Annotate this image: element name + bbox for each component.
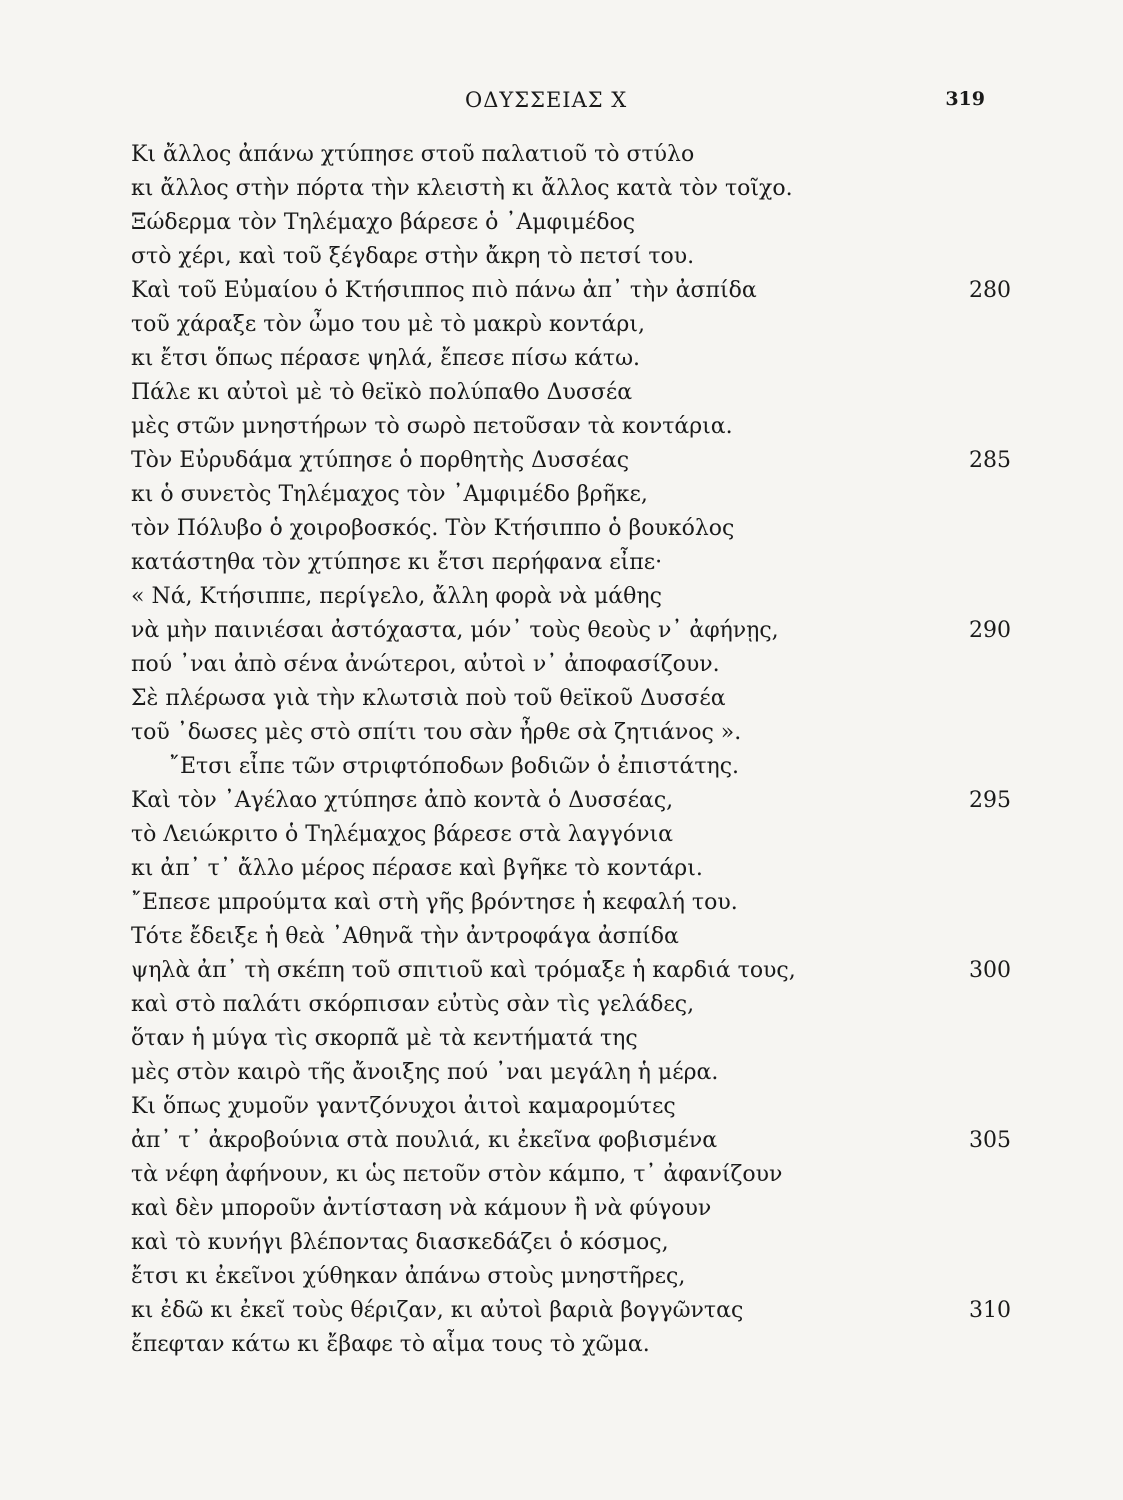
page-title: ΟΔΥΣΣΕΙΑΣ Χ <box>465 88 628 112</box>
verse-text: νὰ μὴν παινιέσαι ἀστόχαστα, μόν᾿ τοὺς θεοὺς ν᾿ ἀφήνῃς, <box>131 618 779 643</box>
verse-line <box>131 1158 1011 1192</box>
verse-line <box>131 512 1011 546</box>
verse-line <box>131 444 1011 478</box>
verse-text: μὲς στὸν καιρὸ τῆς ἄνοιξης πού ᾿ναι μεγάλη ἡ μέρα. <box>131 1060 719 1085</box>
line-number: 310 <box>969 1298 1011 1323</box>
verse-line <box>131 614 1011 648</box>
poem-text <box>131 138 1011 1362</box>
verse-line <box>131 172 1011 206</box>
verse-line <box>131 988 1011 1022</box>
verse-text: τὸν Πόλυβο ὁ χοιροβοσκός. Τὸν Κτήσιππο ὁ βουκόλος <box>131 516 735 541</box>
verse-line <box>131 750 1011 784</box>
verse-line <box>131 138 1011 172</box>
verse-text: ὅταν ἡ μύγα τὶς σκορπᾶ μὲ τὰ κεντήματά της <box>131 1026 638 1051</box>
running-head <box>0 88 1123 118</box>
verse-line <box>131 342 1011 376</box>
verse-line <box>131 1294 1011 1328</box>
verse-line <box>131 852 1011 886</box>
verse-text: Κι ὅπως χυμοῦν γαντζόνυχοι ἀιτοὶ καμαρομύτες <box>131 1094 676 1119</box>
verse-text: Κι ἄλλος ἀπάνω χτύπησε στοῦ παλατιοῦ τὸ στύλο <box>131 142 695 167</box>
verse-text: τοῦ χάραξε τὸν ὦμο του μὲ τὸ μακρὺ κοντάρι, <box>131 312 645 337</box>
line-number: 295 <box>969 788 1011 813</box>
line-number: 280 <box>969 278 1011 303</box>
verse-text: ῎Επεσε μπρούμτα καὶ στὴ γῆς βρόντησε ἡ κεφαλή του. <box>131 890 738 915</box>
line-number: 290 <box>969 618 1011 643</box>
line-number: 305 <box>969 1128 1011 1153</box>
verse-text: Καὶ τοῦ Εὐμαίου ὁ Κτήσιππος πιὸ πάνω ἀπ᾿ τὴν ἀσπίδα <box>131 278 757 303</box>
verse-text: καὶ δὲν μποροῦν ἀντίσταση νὰ κάμουν ἢ νὰ φύγουν <box>131 1196 712 1221</box>
verse-text: τὸ Λειώκριτο ὁ Τηλέμαχος βάρεσε στὰ λαγγόνια <box>131 822 674 847</box>
verse-line <box>131 648 1011 682</box>
verse-line <box>131 716 1011 750</box>
verse-line <box>131 682 1011 716</box>
verse-line <box>131 920 1011 954</box>
verse-text: Τότε ἔδειξε ἡ θεὰ ᾿Αθηνᾶ τὴν ἀντροφάγα ἀσπίδα <box>131 924 679 949</box>
verse-text: Πάλε κι αὐτοὶ μὲ τὸ θεϊκὸ πολύπαθο Δυσσέα <box>131 380 633 405</box>
verse-line <box>131 206 1011 240</box>
verse-text: « Νά, Κτήσιππε, περίγελο, ἄλλη φορὰ νὰ μάθης <box>131 584 662 609</box>
verse-text: Καὶ τὸν ᾿Αγέλαο χτύπησε ἀπὸ κοντὰ ὁ Δυσσέας, <box>131 788 674 813</box>
verse-text: κι ὁ συνετὸς Τηλέμαχος τὸν ᾿Αμφιμέδο βρῆκε, <box>131 482 648 507</box>
verse-line <box>131 1328 1011 1362</box>
verse-line <box>131 1192 1011 1226</box>
verse-text: πού ᾿ναι ἀπὸ σένα ἀνώτεροι, αὐτοὶ ν᾿ ἀποφασίζουν. <box>131 652 720 677</box>
verse-line <box>131 580 1011 614</box>
verse-line <box>131 886 1011 920</box>
verse-text: ῎Ετσι εἶπε τῶν στριφτόποδων βοδιῶν ὁ ἐπιστάτης. <box>169 754 740 779</box>
verse-text: κι ἄλλος στὴν πόρτα τὴν κλειστὴ κι ἄλλος κατὰ τὸν τοῖχο. <box>131 176 793 201</box>
verse-text: κι ἔτσι ὅπως πέρασε ψηλά, ἔπεσε πίσω κάτω. <box>131 346 641 371</box>
verse-text: κι ἀπ᾿ τ᾿ ἄλλο μέρος πέρασε καὶ βγῆκε τὸ κοντάρι. <box>131 856 703 881</box>
verse-line <box>131 410 1011 444</box>
verse-line <box>131 1124 1011 1158</box>
verse-text: κατάστηθα τὸν χτύπησε κι ἔτσι περήφανα εἶπε· <box>131 550 663 575</box>
verse-line <box>131 1226 1011 1260</box>
verse-text: ψηλὰ ἀπ᾿ τὴ σκέπη τοῦ σπιτιοῦ καὶ τρόμαξε ἡ καρδιά τους, <box>131 958 796 983</box>
verse-line <box>131 1260 1011 1294</box>
verse-line <box>131 376 1011 410</box>
verse-text: Σὲ πλέρωσα γιὰ τὴν κλωτσιὰ ποὺ τοῦ θεϊκοῦ Δυσσέα <box>131 686 726 711</box>
line-number: 285 <box>969 448 1011 473</box>
verse-text: μὲς στῶν μνηστήρων τὸ σωρὸ πετοῦσαν τὰ κοντάρια. <box>131 414 733 439</box>
verse-line <box>131 1090 1011 1124</box>
verse-text: καὶ στὸ παλάτι σκόρπισαν εὐτὺς σὰν τὶς γελάδες, <box>131 992 695 1017</box>
verse-text: ἔτσι κι ἐκεῖνοι χύθηκαν ἀπάνω στοὺς μνηστῆρες, <box>131 1264 686 1289</box>
verse-line <box>131 274 1011 308</box>
verse-text: ἀπ᾿ τ᾿ ἀκροβούνια στὰ πουλιά, κι ἐκεῖνα φοβισμένα <box>131 1128 718 1153</box>
verse-text: Τὸν Εὐρυδάμα χτύπησε ὁ πορθητὴς Δυσσέας <box>131 448 630 473</box>
verse-line <box>131 240 1011 274</box>
verse-line <box>131 546 1011 580</box>
line-number: 300 <box>969 958 1011 983</box>
verse-text: τὰ νέφη ἀφήνουν, κι ὡς πετοῦν στὸν κάμπο, τ᾿ ἀφανίζουν <box>131 1162 783 1187</box>
verse-line <box>131 784 1011 818</box>
verse-text: τοῦ ᾿δωσες μὲς στὸ σπίτι του σὰν ἦρθε σὰ ζητιάνος ». <box>131 720 742 745</box>
verse-text: στὸ χέρι, καὶ τοῦ ξέγδαρε στὴν ἄκρη τὸ πετσί του. <box>131 244 695 269</box>
verse-line <box>131 1056 1011 1090</box>
verse-text: κι ἐδῶ κι ἐκεῖ τοὺς θέριζαν, κι αὐτοὶ βαριὰ βογγῶντας <box>131 1298 744 1323</box>
verse-text: καὶ τὸ κυνήγι βλέποντας διασκεδάζει ὁ κόσμος, <box>131 1230 669 1255</box>
verse-text: ἔπεφταν κάτω κι ἔβαφε τὸ αἷμα τους τὸ χῶμα. <box>131 1332 650 1357</box>
verse-line <box>131 1022 1011 1056</box>
verse-line <box>131 478 1011 512</box>
verse-line <box>131 308 1011 342</box>
verse-line <box>131 954 1011 988</box>
page-number: 319 <box>945 88 985 110</box>
verse-line <box>131 818 1011 852</box>
verse-text: Ξώδερμα τὸν Τηλέμαχο βάρεσε ὁ ᾿Αμφιμέδος <box>131 210 636 235</box>
